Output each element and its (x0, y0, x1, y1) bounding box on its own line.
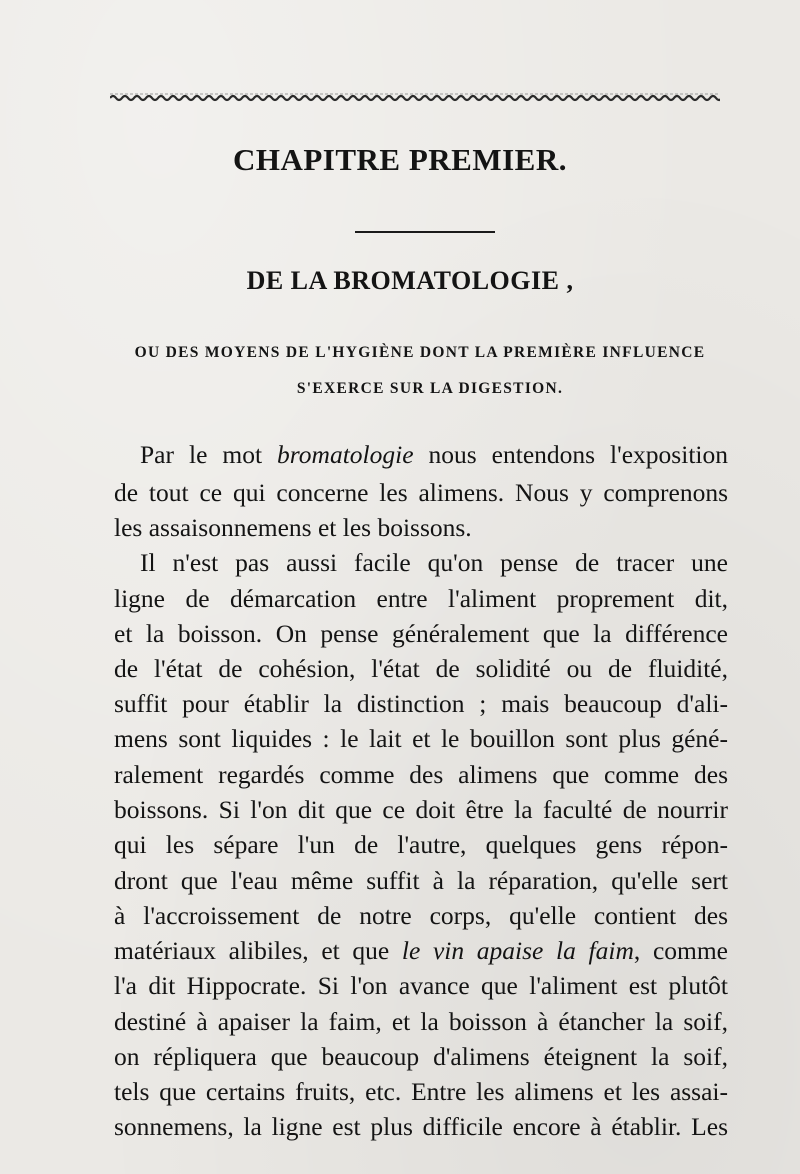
body-text-line (114, 934, 728, 968)
section-title: DE LA BROMATOLOGIE , (246, 266, 574, 295)
body-text-line: on répliquera que beaucoup d'alimens éteignent la soif, (114, 1042, 728, 1071)
body-text-segment: matériaux alibiles, et que (114, 936, 402, 965)
body-text-line: sonnemens, la ligne est plus difficile encore à établir. Les (114, 1112, 728, 1141)
body-text-line: à l'accroissement de notre corps, qu'elle contient des (114, 901, 728, 930)
body-text-line: les assaisonnemens et les boissons. (114, 513, 472, 542)
body-text-line: dront que l'eau même suffit à la réparation, qu'elle sert (114, 866, 728, 895)
body-text-line: de l'état de cohésion, l'état de solidité ou de fluidité, (114, 654, 728, 683)
title-divider (355, 231, 495, 233)
body-text-line: ligne de démarcation entre l'aliment proprement dit, (114, 584, 728, 613)
body-text-line: mens sont liquides : le lait et le bouillon sont plus géné- (114, 724, 728, 753)
body-text-segment: nous entendons l'exposition (413, 440, 728, 469)
body-text-line: qui les sépare l'un de l'autre, quelques gens répon- (114, 830, 728, 859)
italic-quote: le vin apaise la faim (401, 936, 634, 965)
body-text-line: l'a dit Hippocrate. Si l'on avance que l'aliment est plutôt (114, 971, 728, 1000)
body-text-line: ralement regardés comme des alimens que comme des (114, 760, 728, 789)
body-text-line (140, 438, 728, 472)
chapter-title: CHAPITRE PREMIER. (232, 142, 567, 177)
body-text-segment: Par le mot (140, 440, 278, 469)
body-text-line: boissons. Si l'on dit que ce doit être la faculté de nourrir (114, 795, 728, 824)
body-text-line: Il n'est pas aussi facile qu'on pense de tracer une (140, 548, 728, 577)
body-text-line: et la boisson. On pense généralement que la différence (114, 619, 728, 648)
italic-term: bromatologie (277, 440, 414, 469)
body-text-line: de tout ce qui concerne les alimens. Nous y comprenons (114, 478, 728, 507)
section-subtitle-line-1: OU DES MOYENS DE L'HYGIÈNE DONT LA PREMIÈRE INFLUENCE (134, 344, 706, 361)
body-text-line: destiné à apaiser la faim, et la boisson à étancher la soif, (114, 1007, 728, 1036)
body-text-line: suffit pour établir la distinction ; mais beaucoup d'ali- (114, 689, 728, 718)
body-text-segment: , comme (633, 936, 728, 965)
decorative-ornament-rule (110, 92, 720, 102)
section-subtitle-line-2: S'EXERCE SUR LA DIGESTION. (296, 380, 564, 397)
body-text-line: tels que certains fruits, etc. Entre les alimens et les assai- (114, 1077, 728, 1106)
